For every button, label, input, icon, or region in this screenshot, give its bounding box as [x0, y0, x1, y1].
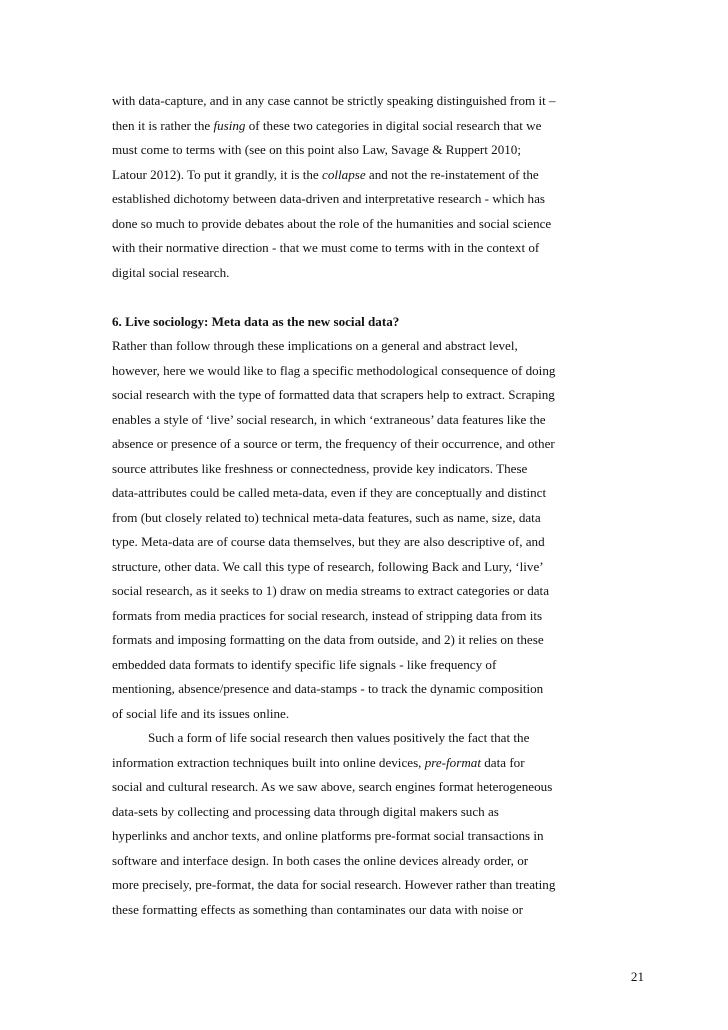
- text-line: type. Meta-data are of course data themselves, but they are also descriptive of, and: [112, 534, 545, 549]
- text-line: Rather than follow through these implications on a general and abstract level,: [112, 338, 518, 353]
- text-line: from (but closely related to) technical meta-data features, such as name, size, data: [112, 509, 541, 525]
- text-line: absence or presence of a source or term, the frequency of their occurrence, and other: [112, 436, 555, 451]
- text-line: formats from media practices for social research, instead of stripping data from its: [112, 607, 543, 623]
- body-text: [112, 89, 652, 922]
- text-line: mentioning, absence/presence and data-stamps - to track the dynamic composition: [112, 681, 544, 696]
- text-line: however, here we would like to flag a specific methodological consequence of doing: [112, 362, 556, 378]
- text-line: with data-capture, and in any case cannot be strictly speaking distinguished from it –: [112, 93, 556, 108]
- paragraph-gap: [112, 285, 652, 310]
- text-line: source attributes like freshness or connectedness, provide key indicators. These: [112, 460, 528, 476]
- text-line: Latour 2012). To put it grandly, it is the collapse and not the re-instatement of the: [112, 166, 539, 182]
- emphasis-collapse: collapse: [322, 166, 366, 182]
- text-line: data-sets by collecting and processing data through digital makers such as: [112, 803, 499, 819]
- text-line: software and interface design. In both cases the online devices already order, or: [112, 852, 529, 868]
- paragraph-continuation: [112, 89, 652, 285]
- text-line: these formatting effects as something than contaminates our data with noise or: [112, 901, 524, 917]
- text-line: formats and imposing formatting on the data from outside, and 2) it relies on these: [112, 632, 544, 647]
- page-number: 21: [630, 969, 644, 984]
- text-line: done so much to provide debates about the role of the humanities and social science: [112, 215, 552, 231]
- emphasis-fusing: fusing: [213, 117, 246, 133]
- text-line: of social life and its issues online.: [112, 705, 290, 721]
- text-line: more precisely, pre-format, the data for social research. However rather than treating: [112, 877, 556, 892]
- text-line: Such a form of life social research then values positively the fact that the: [148, 730, 530, 745]
- text-line: social research with the type of formatted data that scrapers help to extract. Scraping: [112, 387, 555, 402]
- paragraph-indented: [112, 726, 652, 922]
- paragraph-main: [112, 334, 652, 726]
- text-line: social research, as it seeks to 1) draw on media streams to extract categories or data: [112, 583, 550, 598]
- text-line: hyperlinks and anchor texts, and online platforms pre-format social transactions in: [112, 828, 544, 843]
- text-line: data-attributes could be called meta-data, even if they are conceptually and distinct: [112, 485, 547, 500]
- emphasis-pre-format: pre-format: [424, 754, 481, 770]
- text-line: enables a style of ‘live’ social research, in which ‘extraneous’ data features like the: [112, 411, 546, 427]
- text-line: social and cultural research. As we saw above, search engines format heterogeneous: [112, 779, 553, 794]
- text-line: then it is rather the fusing of these two categories in digital social research that we: [112, 117, 542, 133]
- section-heading: 6. Live sociology: Meta data as the new social data?: [112, 313, 400, 329]
- text-line: must come to terms with (see on this point also Law, Savage & Ruppert 2010;: [112, 142, 521, 157]
- text-line: embedded data formats to identify specific life signals - like frequency of: [112, 656, 497, 672]
- text-line: information extraction techniques built into online devices, pre-format data for: [112, 754, 525, 770]
- text-line: structure, other data. We call this type of research, following Back and Lury, ‘live’: [112, 558, 544, 574]
- text-line: established dichotomy between data-driven and interpretative research - which has: [112, 191, 546, 206]
- text-line: digital social research.: [112, 264, 230, 280]
- text-line: with their normative direction - that we must come to terms with in the context of: [112, 240, 540, 255]
